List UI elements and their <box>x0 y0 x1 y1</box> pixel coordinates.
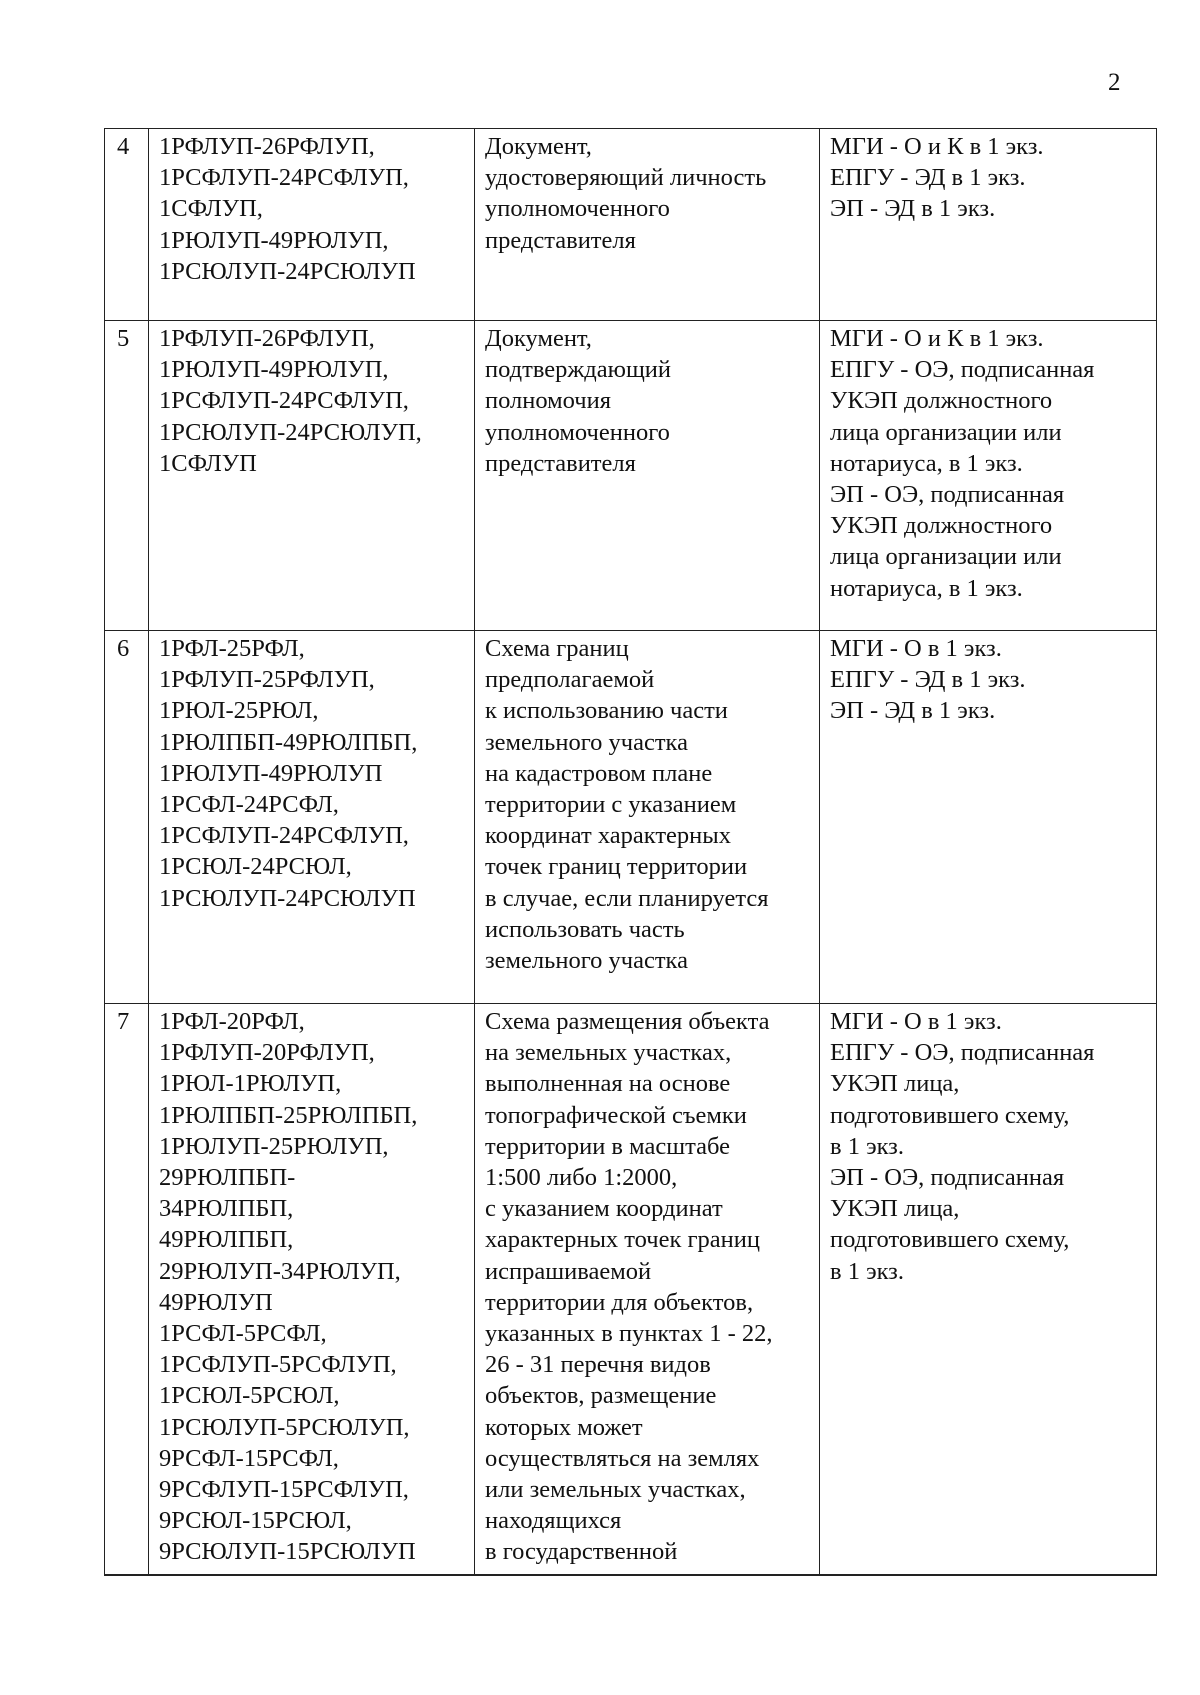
table-row <box>105 321 1157 631</box>
row-number: 6 <box>105 631 149 1004</box>
format-cell: МГИ - О в 1 экз. ЕПГУ - ЭД в 1 экз. ЭП - ЭД в 1 экз. <box>820 631 1157 1004</box>
codes-cell: 1РФЛ-25РФЛ, 1РФЛУП-25РФЛУП, 1РЮЛ-25РЮЛ, 1РЮЛПБП-49РЮЛПБП, 1РЮЛУП-49РЮЛУП 1РСФЛ-24РСФЛ, 1РСФЛУП-24РСФЛУП, 1РСЮЛ-24РСЮЛ, 1РСЮЛУП-24РСЮЛУП <box>149 631 475 1004</box>
format-cell: МГИ - О и К в 1 экз. ЕПГУ - ЭД в 1 экз. ЭП - ЭД в 1 экз. <box>820 129 1157 321</box>
documents-table <box>104 128 1157 1576</box>
document-cell: Схема границ предполагаемой к использованию части земельного участка на кадастровом плане территории с указанием координат характерных точек границ территории в случае, если планируется использовать часть земельного участка <box>475 631 820 1004</box>
codes-cell: 1РФЛУП-26РФЛУП, 1РСФЛУП-24РСФЛУП, 1СФЛУП, 1РЮЛУП-49РЮЛУП, 1РСЮЛУП-24РСЮЛУП <box>149 129 475 321</box>
row-number: 5 <box>105 321 149 631</box>
document-cell: Документ, подтверждающий полномочия уполномоченного представителя <box>475 321 820 631</box>
codes-cell: 1РФЛ-20РФЛ, 1РФЛУП-20РФЛУП, 1РЮЛ-1РЮЛУП, 1РЮЛПБП-25РЮЛПБП, 1РЮЛУП-25РЮЛУП, 29РЮЛПБП- 34РЮЛПБП, 49РЮЛПБП, 29РЮЛУП-34РЮЛУП, 49РЮЛУП 1РСФЛ-5РСФЛ, 1РСФЛУП-5РСФЛУП, 1РСЮЛ-5РСЮЛ, 1РСЮЛУП-5РСЮЛУП, 9РСФЛ-15РСФЛ, 9РСФЛУП-15РСФЛУП, 9РСЮЛ-15РСЮЛ, 9РСЮЛУП-15РСЮЛУП <box>149 1004 475 1575</box>
format-cell: МГИ - О в 1 экз. ЕПГУ - ОЭ, подписанная УКЭП лица, подготовившего схему, в 1 экз. ЭП - ОЭ, подписанная УКЭП лица, подготовившего схему, в 1 экз. <box>820 1004 1157 1575</box>
row-number: 7 <box>105 1004 149 1575</box>
table-row <box>105 129 1157 321</box>
document-cell: Документ, удостоверяющий личность уполномоченного представителя <box>475 129 820 321</box>
table-row <box>105 1004 1157 1575</box>
format-cell: МГИ - О и К в 1 экз. ЕПГУ - ОЭ, подписанная УКЭП должностного лица организации или нотариуса, в 1 экз. ЭП - ОЭ, подписанная УКЭП должностного лица организации или нотариуса, в 1 экз. <box>820 321 1157 631</box>
page-number: 2 <box>1108 69 1121 96</box>
codes-cell: 1РФЛУП-26РФЛУП, 1РЮЛУП-49РЮЛУП, 1РСФЛУП-24РСФЛУП, 1РСЮЛУП-24РСЮЛУП, 1СФЛУП <box>149 321 475 631</box>
row-number: 4 <box>105 129 149 321</box>
document-cell: Схема размещения объекта на земельных участках, выполненная на основе топографической съемки территории в масштабе 1:500 либо 1:2000, с указанием координат характерных точек границ испрашиваемой территории для объектов, указанных в пунктах 1 - 22, 26 - 31 перечня видов объектов, размещение которых может осуществляться на землях или земельных участках, находящихся в государственной <box>475 1004 820 1575</box>
table-row <box>105 631 1157 1004</box>
